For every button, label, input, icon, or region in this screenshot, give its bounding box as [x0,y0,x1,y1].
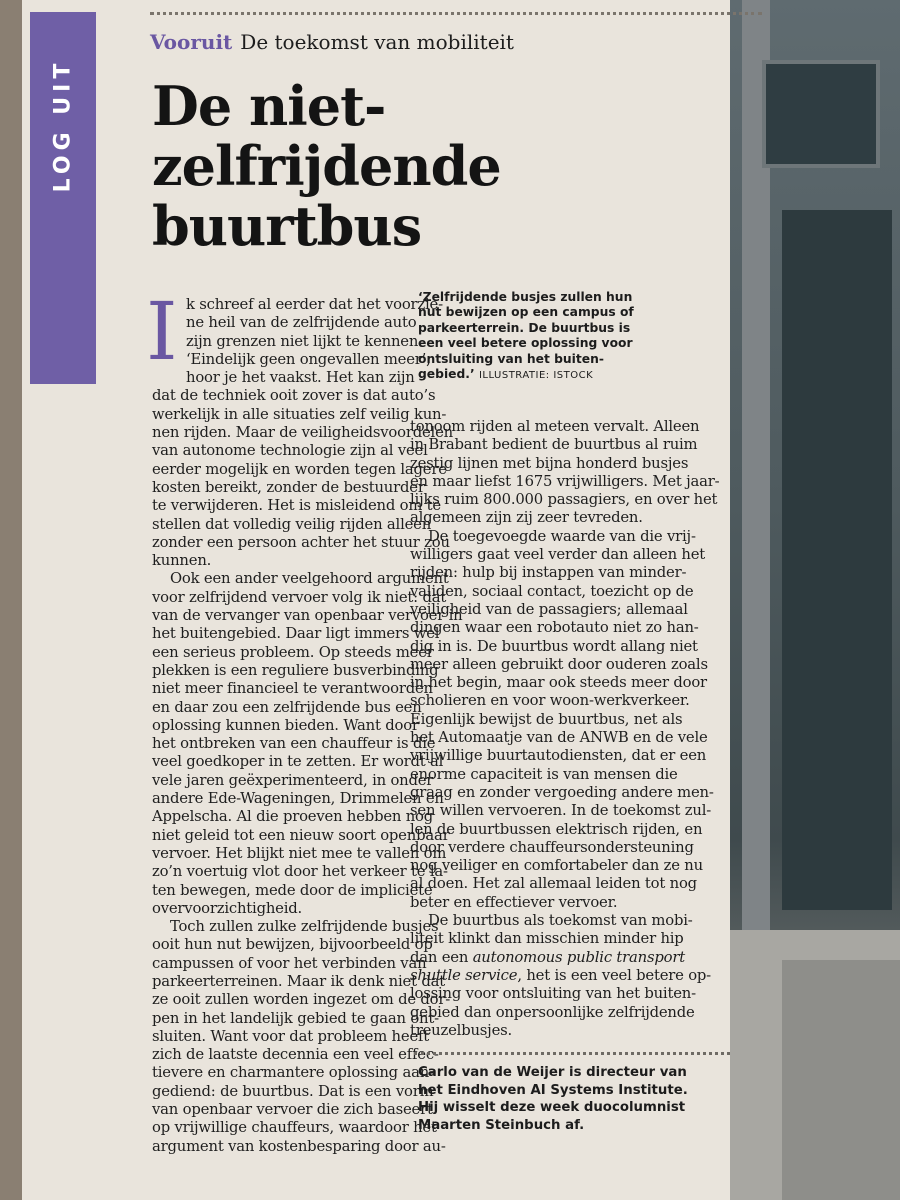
text-line: voor zelfrijdend vervoer volg ik niet: dat [152,588,447,606]
text-line: nen rijden. Maar de veiligheidsvoordelen [152,424,453,442]
text-line: plekken is een reguliere busverbinding [152,661,439,679]
text-line: Toch zullen zulke zelfrijdende busjes [170,918,439,936]
text-line: graag en zonder vergoeding andere men- [410,783,714,801]
text-line: het ontbreken van een chauffeur is die [152,735,436,753]
dropcap: I [146,285,178,378]
text-line: algemeen zijn zij zeer tevreden. [410,509,643,527]
text-line: De toegevoegde waarde van die vrij- [428,527,696,545]
headline-line: De niet- [152,74,386,138]
text-line: werkelijk in alle situaties zelf veilig kun- [152,405,447,423]
text-line: ze ooit zullen worden ingezet om de dor- [152,991,451,1009]
text-line: sen willen vervoeren. In de toekomst zul- [410,802,712,820]
text-line: argument van kostenbesparing door au- [152,1137,446,1155]
photo-window-top [762,60,880,168]
top-dotted-rule [150,12,762,15]
text-line: door verdere chauffeursondersteuning [410,838,694,856]
headline-line: buurtbus [152,194,422,258]
text-line: op vrijwillige chauffeurs, waardoor het [152,1119,437,1137]
text-line: veel goedkoper in te zetten. Er wordt al [152,753,444,771]
text-line: beter en effectiever vervoer. [410,893,618,911]
caption-line: ontsluiting van het buiten- [418,351,604,366]
text-line: niet geleid tot een nieuw soort openbaar [152,826,450,844]
text-line: validen, sociaal contact, toezicht op de [410,582,694,600]
text-line: in het begin, maar ook steeds meer door [410,674,707,692]
text-line: al doen. Het zal allemaal leiden tot nog [410,875,697,893]
headline [152,76,712,256]
magazine-page [22,0,900,1200]
headline-line: zelfrijdende [152,134,501,198]
text-line: van de vervanger van openbaar vervoer in [152,607,463,625]
text-line: het buitengebied. Daar ligt immers wel [152,625,440,643]
text-line: en daar zou een zelfrijdende bus een [152,698,422,716]
bio-line: het Eindhoven AI Systems Institute. [418,1082,688,1098]
bio-text: is directeur van [564,1065,687,1080]
caption-line: parkeerterrein. De buurtbus is [418,320,631,335]
text-line: oplossing kunnen bieden. Want door [152,716,419,734]
text-italic: shuttle service [410,966,518,984]
text-line: een serieus probleem. Op steeds meer [152,643,434,661]
text-line: veiligheid van de passagiers; allemaal [410,600,688,618]
text-line: tonoom rijden al meteen vervalt. Alleen [410,418,700,435]
text-line: lijks ruim 800.000 passagiers, en over het [410,491,718,509]
text-line: Ook een ander veelgehoord argument [170,570,449,588]
text-line: len de buurtbussen elektrisch rijden, en [410,820,703,838]
caption-line: ‘Zelfrijdende busjes zullen hun [418,290,633,304]
text-line: van autonome technologie zijn al veel [152,442,428,460]
text-line-mixed [410,949,730,967]
text-line: De buurtbus als toekomst van mobi- [428,912,693,930]
text-line: sluiten. Want voor dat probleem heeft [152,1027,430,1045]
text-line: eerder mogelijk en worden tegen lagere [152,460,447,478]
bio-dotted-rule [414,1052,730,1055]
section-tab-label: LOG UIT [50,58,76,192]
caption-line: een veel betere oplossing voor [418,336,633,351]
text-line: pen in het landelijk gebied te gaan ont- [152,1009,439,1027]
text-line: ‘Eindelijk geen ongevallen meer’, [186,350,431,368]
text-fragment: dan een [410,948,469,966]
text-line: kunnen. [152,552,212,570]
text-line: zich de laatste decennia een veel effec- [152,1046,439,1064]
text-line: ooit hun nut bewijzen, bijvoorbeeld op [152,936,433,954]
text-fragment: , het is een veel betere op- [517,966,711,984]
text-line: gediend: de buurtbus. Dat is een vorm [152,1082,434,1100]
text-italic: autonomous public transport [472,948,685,966]
text-line: Eigenlijk bewijst de buurtbus, net als [410,710,683,728]
text-line-mixed [410,967,730,985]
text-line: dingen waar een robotauto niet zo han- [410,619,699,637]
text-line: enorme capaciteit is van mensen die [410,765,678,783]
text-line: stellen dat volledig veilig rijden alleen [152,515,432,533]
text-line: niet meer financieel te verantwoorden [152,680,433,698]
text-line: andere Ede-Wageningen, Drimmelen en [152,790,444,808]
text-line: van openbaar vervoer die zich baseert [152,1101,433,1119]
text-line: parkeerterreinen. Maar ik denk niet dat [152,972,445,990]
photo-street [782,960,900,1200]
text-line: willigers gaat veel verder dan alleen het [410,546,706,564]
text-line: zonder een persoon achter het stuur zou [152,533,450,551]
bio-line [418,1064,730,1082]
kicker-subtitle: De toekomst van mobiliteit [240,30,514,54]
text-line: lossing voor ontsluiting van het buiten- [410,985,696,1003]
text-line: gebied dan onpersoonlijke zelfrijdende [410,1003,695,1021]
text-line: zijn grenzen niet lijkt te kennen. [186,332,423,350]
section-tab-label-wrap [30,40,96,210]
article-column-right [410,418,730,1040]
bio-line: Maarten Steinbuch af. [418,1117,585,1133]
text-line: vele jaren geëxperimenteerd, in onder [152,771,434,789]
text-line: het Automaatje van de ANWB en de vele [410,729,708,747]
bio-author: Carlo van de Weijer [418,1065,565,1080]
caption-end: gebied.’ [418,367,475,382]
text-line: dig in is. De buurtbus wordt allang niet [410,637,698,655]
text-line: meer alleen gebruikt door ouderen zoals [410,655,708,673]
text-line: nog veiliger en comfortabeler dan ze nu [410,857,703,875]
photo-window-large [782,210,892,910]
author-bio [418,1064,730,1134]
text-line: treuzelbusjes. [410,1021,513,1039]
text-line: vrijwillige buurtautodiensten, dat er een [410,747,707,765]
text-line: ne heil van de zelfrijdende auto [186,314,417,332]
caption-credit: ILLUSTRATIE: ISTOCK [478,370,594,382]
text-line: campussen of voor het verbinden van [152,954,427,972]
text-line: vervoer. Het blijkt niet mee te vallen om [152,844,447,862]
caption-line-last [418,367,718,383]
kicker-brand: Vooruit [150,30,233,54]
text-line: rijden: hulp bij instappen van minder- [410,564,687,582]
text-line: dat de techniek ooit zover is dat auto’s [152,387,436,405]
text-line: zestig lijnen met bijna honderd busjes [410,454,689,472]
text-line: Appelscha. Al die proeven hebben nog [152,808,434,826]
text-line: hoor je het vaakst. Het kan zijn [186,369,415,387]
kicker [150,30,514,54]
text-line: tievere en charmantere oplossing aan- [152,1064,434,1082]
text-line: liteit klinkt dan misschien minder hip [410,930,684,948]
text-line: en maar liefst 1675 vrijwilligers. Met jaar- [410,472,720,490]
text-line: in Brabant bedient de buurtbus al ruim [410,436,698,454]
text-line: scholieren en voor woon-werkverkeer. [410,692,690,710]
text-line: zo’n voertuig vlot door het verkeer te la- [152,863,448,881]
text-line: overvoorzichtigheid. [152,899,303,917]
text-line: te verwijderen. Het is misleidend om te [152,497,441,515]
text-line: kosten bereikt, zonder de bestuurder [152,478,425,496]
bio-line: Hij wisselt deze week duocolumnist [418,1100,686,1116]
text-line: ten bewegen, mede door de impliciete [152,881,433,899]
caption-line: nut bewijzen op een campus of [418,305,634,320]
illustration-caption [418,290,718,383]
text-line: k schreef al eerder dat het voorzie- [186,296,443,313]
